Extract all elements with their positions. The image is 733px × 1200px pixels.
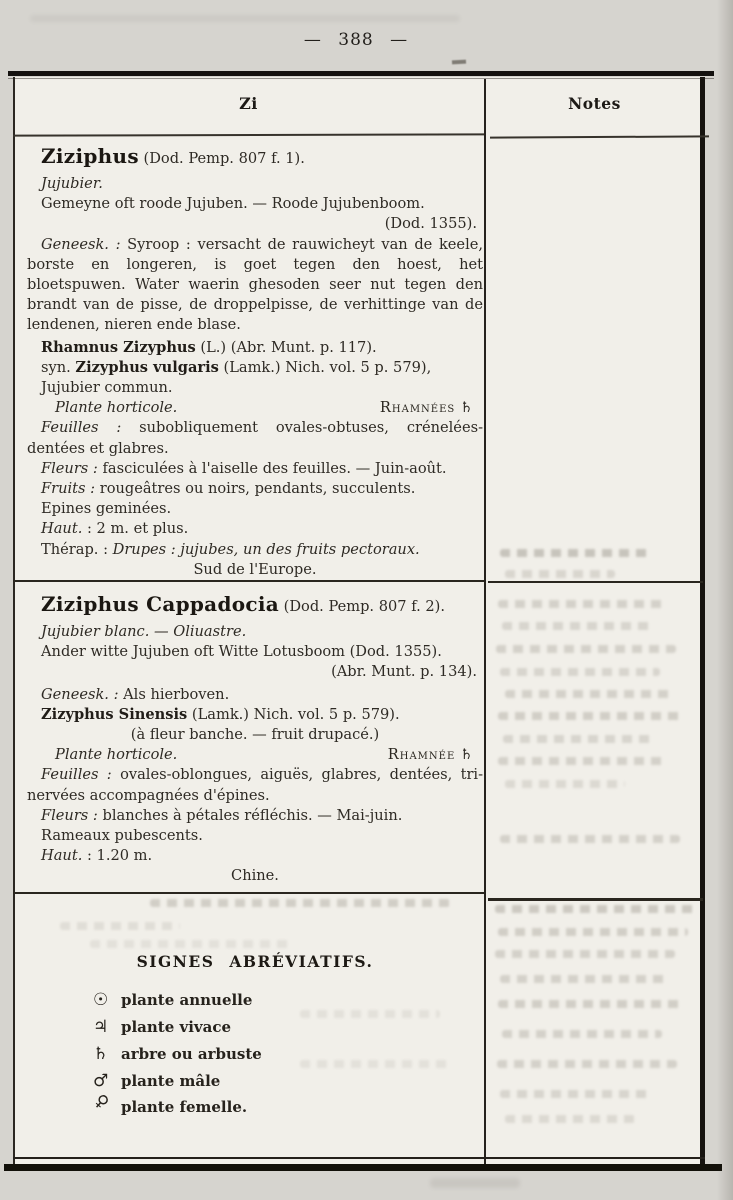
synonym-line [27,358,483,378]
scan-smudge-bottom [430,1178,520,1188]
plant-type: Plante horticole. [55,399,178,417]
synonym-prefix: syn. [41,358,71,376]
table-top-rule [8,71,714,76]
bleed-through-text [495,905,695,913]
plant-type: Plante horticole. [55,746,178,764]
mars-symbol-icon: ♂ [93,1070,109,1091]
hauteur-text: : 2 m. et plus. [86,520,189,538]
feuilles-text: subobliquement ovales-obtuses, crénelées-dentées et glabres. [27,419,483,457]
bleed-through-text [498,928,688,936]
feuilles-paragraph [27,418,483,458]
row-divider [488,898,703,901]
bleed-through-text [498,600,668,608]
rameaux-line: Rameaux pubescents. [41,827,203,845]
bleed-through-text [502,1030,662,1038]
legend-label: arbre ou arbuste [121,1044,262,1063]
bleed-through-text [505,780,625,788]
bleed-through-text [60,922,180,930]
hauteur-label: Haut. [41,847,83,865]
fleurs-label: Fleurs : [41,806,98,824]
species-reference: (Dod. Pemp. 807 f. 1). [143,150,305,167]
synonym-name: Zizyphus vulgaris [75,358,219,376]
table-top-rule-thin [8,78,714,79]
bleed-through-text [300,1010,440,1018]
fleurs-text: blanches à pétales réfléchis. — Mai-juin. [102,806,403,824]
feuilles-text: ovales-oblongues, aiguës, glabres, dentées, tri-nervées accompagnées d'épines. [27,766,484,804]
synonym-reference: (Lamk.) Nich. vol. 5 p. 579). [191,705,400,723]
legend-label: plante annuelle [121,991,253,1010]
feuilles-label: Feuilles : [41,766,112,784]
vernacular-name: Jujubier. [41,175,103,192]
legend-item-femelle [89,1090,483,1124]
dutch-reference: (Abr. Munt. p. 134). [331,663,477,681]
fleurs-line [27,459,483,479]
family-name-with-symbol [374,745,473,765]
row-divider [13,892,484,894]
bleed-through-text [497,1060,677,1068]
column-header-notes: Notes [568,94,621,113]
legend-title: SIGNES ABRÉVIATIFS. [136,952,374,971]
legend-item-male [93,1071,483,1098]
geneesk-paragraph [27,235,483,336]
legend-item-vivace [93,1017,483,1044]
bleed-through-text [90,940,290,948]
column-header-zi: Zi [239,94,258,113]
bleed-through-text [505,1115,635,1123]
fruits-text: rougeâtres ou noirs, pendants, succulents. [99,480,416,498]
plant-type-line [27,398,483,418]
entry-ziziphus [27,143,483,580]
row-divider [488,581,703,583]
synonym-name: Zizyphus Sinensis [41,705,188,723]
bleed-through-text [498,757,668,765]
hauteur-line [27,519,483,539]
bleed-through-text [498,1000,683,1008]
synonym-reference: (Lamk.) Nich. vol. 5 p. 579), [223,358,432,376]
fruits-line [27,479,483,499]
page-number: — 388 — [303,30,409,50]
table-bottom-rule [4,1164,722,1171]
fruits-label: Fruits : [41,480,96,498]
dutch-reference: (Dod. 1355). [384,215,477,233]
plant-type-line [27,745,483,765]
hauteur-label: Haut. [41,520,83,538]
scan-smudge-top [30,15,460,22]
sun-symbol-icon: ☉ [93,990,109,1011]
feuilles-label: Feuilles : [41,419,122,437]
feuilles-paragraph [27,765,483,805]
bleed-through-text [503,735,653,743]
hauteur-line [27,846,483,866]
row-divider [13,580,484,582]
bleed-through-text [300,1060,450,1068]
dutch-names: Ander witte Jujuben oft Witte Lotusboom (Dod. 1355). [41,643,442,661]
dutch-names: Gemeyne oft roode Jujuben. — Roode Jujubenboom. [41,195,425,213]
bleed-through-text [500,549,650,557]
origin-line: Sud de l'Europe. [193,560,317,578]
therap-text: Drupes : jujubes, un des fruits pectoraux. [112,540,420,558]
synonym-reference: (L.) (Abr. Munt. p. 117). [200,338,377,356]
species-name: Ziziphus [41,144,139,168]
fleurs-line [27,806,483,826]
saturn-symbol-icon: ♄ [93,1043,109,1064]
species-name: Ziziphus Cappadocia [41,592,280,616]
bleed-through-text [496,645,676,653]
geneesk-line [27,685,483,705]
species-reference: (Dod. Pemp. 807 f. 2). [283,598,445,615]
bleed-through-text [500,835,680,843]
bleed-through-text [500,668,660,676]
scan-mark [452,60,466,65]
geneesk-label: Geneesk. : [41,235,121,253]
fleurs-label: Fleurs : [41,459,98,477]
column-divider [484,79,486,1166]
synonym-name: Rhamnus Zizyphus [41,338,196,356]
synonym-line [27,705,483,725]
saturn-icon: ♄ [459,746,473,764]
page-edge-shadow [717,0,733,1200]
bleed-through-text [498,712,683,720]
saturn-icon: ♄ [459,399,473,417]
legend-label: plante mâle [121,1071,221,1090]
bleed-through-text [505,690,675,698]
bleed-through-text [502,622,652,630]
family-name: Rhamnées [379,399,456,417]
species-heading [27,143,483,172]
geneesk-text: Syroop : versacht de rauwicheyt van de keele, borste en longeren, is goet tegen den hoest, het bloetspuwen. Water waerin ghesoden seer nut tegen den brandt van de pisse, de droppelpisse, de verhittinge van de lendenen, nieren ende blase. [27,235,484,334]
entry-ziziphus-cappadocia [27,591,483,887]
bleed-through-text [500,975,670,983]
epines-line: Epines geminées. [41,500,172,518]
legend-label: plante vivace [121,1018,232,1036]
therap-label: Thérap. : [41,540,108,558]
geneesk-text: Als hierboven. [123,685,230,703]
species-heading [27,591,483,620]
synonym-note: (à fleur banche. — fruit drupacé.) [130,726,380,744]
bleed-through-text [495,950,675,958]
legend-label: plante femelle. [121,1098,248,1117]
synonym-line [27,338,483,358]
hauteur-text: : 1.20 m. [86,847,153,865]
family-name-with-symbol [366,398,473,418]
origin-line: Chine. [231,867,279,885]
bleed-through-text [505,570,615,578]
fleurs-text: fasciculées à l'aiselle des feuilles. — Juin-août. [102,459,447,477]
family-name: Rhamnée [387,746,456,764]
bleed-through-text [150,899,450,907]
geneesk-label: Geneesk. : [41,685,119,703]
venus-symbol-icon: ♀ [89,1090,113,1114]
jupiter-symbol-icon: ♃ [93,1017,109,1037]
bleed-through-text [500,1090,650,1098]
therap-line [27,540,483,560]
vernacular-name: Jujubier blanc. — Oliuastre. [41,623,247,640]
synonym-common-name: Jujubier commun. [41,379,173,397]
table-bottom-rule-inner [13,1157,705,1159]
legend-signes-abreviatifs [27,952,483,1124]
